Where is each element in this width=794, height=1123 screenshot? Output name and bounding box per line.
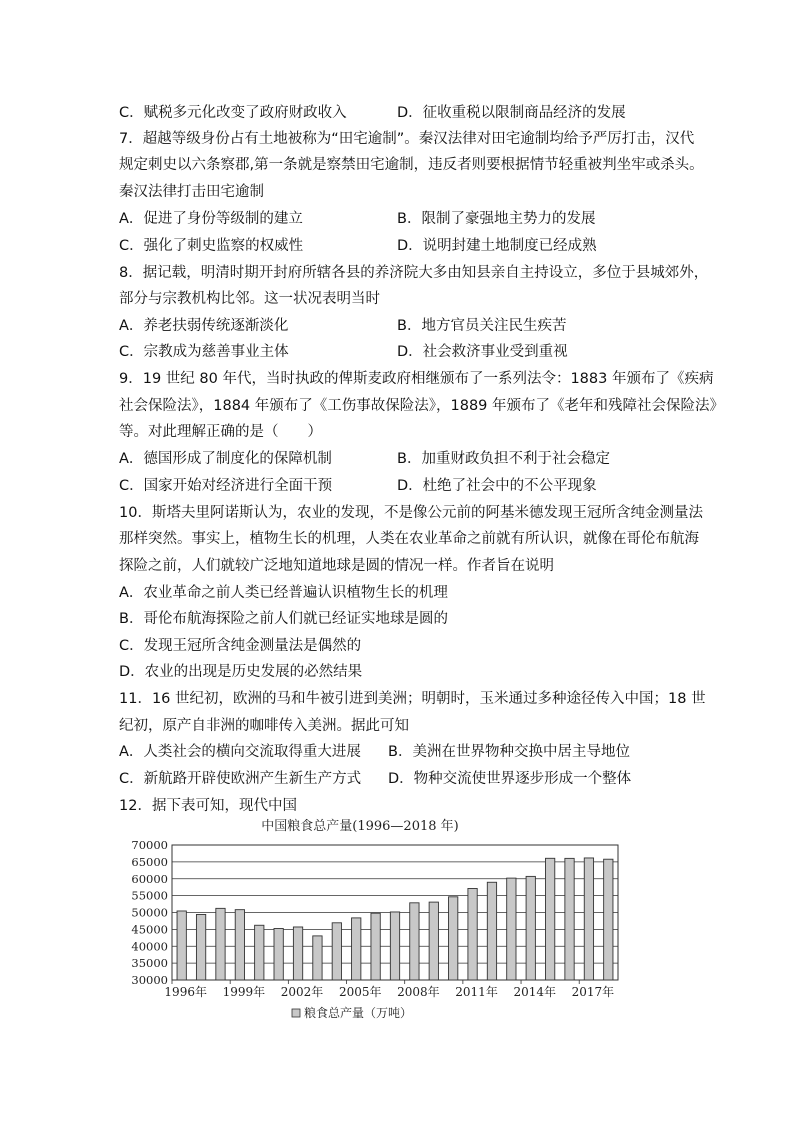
bar-2011年 bbox=[468, 888, 477, 980]
x-tick-label: 1996年 bbox=[164, 985, 207, 999]
bar-2006年 bbox=[371, 913, 380, 980]
x-tick-label: 2017年 bbox=[571, 985, 615, 999]
q11-option-b: B．美洲在世界物种交换中居主导地位 bbox=[388, 744, 630, 760]
bar-2010年 bbox=[449, 897, 458, 980]
bar-1997年 bbox=[196, 914, 205, 980]
q7-option-c: C．强化了刺史监察的权威性 bbox=[119, 238, 304, 254]
q7-option-a: A．促进了身份等级制的建立 bbox=[119, 211, 303, 227]
x-tick-label: 2002年 bbox=[280, 985, 324, 999]
chart-x-axis bbox=[164, 980, 614, 999]
q9-stem-line-2: 社会保险法》，1884 年颁布了《工伤事故保险法》，1889 年颁布了《老年和残障社会保险法》 bbox=[119, 398, 725, 414]
y-tick-label: 45000 bbox=[131, 922, 168, 937]
chart-title: 中国粮食总产量(1996—2018 年) bbox=[261, 819, 459, 834]
q8-option-c: C．宗教成为慈善事业主体 bbox=[119, 344, 289, 360]
q8-stem-line-2: 部分与宗教机构比邻。这一状况表明当时 bbox=[119, 291, 380, 307]
y-tick-label: 65000 bbox=[131, 854, 168, 869]
chart-y-axis bbox=[131, 838, 168, 987]
q12-stem: 12．据下表可知，现代中国 bbox=[119, 798, 297, 814]
q7-option-b: B．限制了豪强地主势力的发展 bbox=[397, 211, 596, 227]
q7-option-d: D．说明封建土地制度已经成熟 bbox=[397, 238, 597, 254]
bar-2017年 bbox=[584, 858, 593, 980]
bar-2013年 bbox=[507, 878, 516, 980]
q8-stem-line-1: 8．据记载，明清时期开封府所辖各县的养济院大多由知县亲自主持设立，多位于县城郊外， bbox=[119, 265, 709, 281]
y-tick-label: 35000 bbox=[131, 956, 168, 971]
q9-option-d: D．杜绝了社会中的不公平现象 bbox=[397, 478, 597, 494]
bar-2005年 bbox=[352, 918, 361, 980]
q10-option-a: A．农业革命之前人类已经普遍认识植物生长的机理 bbox=[119, 585, 448, 601]
bar-2001年 bbox=[274, 928, 283, 980]
q9-option-b: B．加重财政负担不利于社会稳定 bbox=[397, 451, 610, 467]
bar-2014年 bbox=[526, 876, 535, 980]
y-tick-label: 55000 bbox=[131, 888, 168, 903]
y-tick-label: 60000 bbox=[131, 871, 168, 886]
q11-option-c: C．新航路开辟使欧洲产生新生产方式 bbox=[119, 771, 362, 787]
q7-stem-line-2: 规定刺史以六条察郡,第一条就是察禁田宅逾制，违反者则要根据情节轻重被判坐牢或杀头。 bbox=[119, 157, 704, 173]
q11-option-d: D．物种交流使世界逐步形成一个整体 bbox=[388, 771, 632, 787]
bar-2016年 bbox=[565, 858, 574, 980]
bar-2012年 bbox=[487, 882, 496, 980]
bar-1996年 bbox=[177, 911, 186, 980]
bar-2018年 bbox=[604, 859, 613, 980]
q11-stem-line-1: 11．16 世纪初，欧洲的马和牛被引进到美洲；明朝时，玉米通过多种途径传入中国；18 世 bbox=[119, 691, 706, 707]
x-tick-label: 2011年 bbox=[455, 985, 498, 999]
q9-option-c: C．国家开始对经济进行全面干预 bbox=[119, 478, 333, 494]
q9-stem-line-1: 9．19 世纪 80 年代，当时执政的俾斯麦政府相继颁布了一系列法令：1883 年颁布了《疾病 bbox=[119, 371, 714, 387]
q9-stem-line-3: 等。对此理解正确的是（ ） bbox=[119, 424, 322, 440]
bar-2009年 bbox=[429, 902, 438, 980]
q6-option-d: D．征收重税以限制商品经济的发展 bbox=[397, 105, 626, 121]
chart-legend bbox=[292, 1005, 412, 1020]
bar-2004年 bbox=[332, 923, 341, 980]
legend-swatch bbox=[292, 1009, 300, 1017]
bar-2015年 bbox=[545, 858, 554, 980]
q9-option-a: A．德国形成了制度化的保障机制 bbox=[119, 451, 332, 467]
y-tick-label: 40000 bbox=[131, 939, 168, 954]
y-tick-label: 70000 bbox=[131, 838, 168, 852]
q7-stem-line-1: 7．超越等级身份占有土地被称为“田宅逾制”。秦汉法律对田宅逾制均给予严厉打击，汉代 bbox=[119, 131, 695, 147]
q8-option-a: A．养老扶弱传统逐渐淡化 bbox=[119, 318, 289, 334]
legend-label: 粮食总产量（万吨） bbox=[304, 1006, 413, 1020]
y-tick-label: 50000 bbox=[131, 905, 168, 920]
q10-option-d: D．农业的出现是历史发展的必然结果 bbox=[119, 664, 363, 680]
bar-1999年 bbox=[235, 910, 244, 980]
x-tick-label: 2014年 bbox=[513, 985, 557, 999]
x-tick-label: 2008年 bbox=[397, 985, 440, 999]
y-tick-label: 30000 bbox=[131, 973, 168, 987]
bar-2008年 bbox=[410, 903, 419, 980]
q8-option-b: B．地方官员关注民生疾苦 bbox=[397, 318, 567, 334]
q8-option-d: D．社会救济事业受到重视 bbox=[397, 344, 568, 360]
q7-stem-line-3: 秦汉法律打击田宅逾制 bbox=[119, 184, 264, 200]
q10-option-b: B．哥伦布航海探险之前人们就已经证实地球是圆的 bbox=[119, 611, 448, 627]
q11-option-a: A．人类社会的横向交流取得重大进展 bbox=[119, 744, 361, 760]
q10-option-c: C．发现王冠所含纯金测量法是偶然的 bbox=[119, 638, 362, 654]
q10-stem-line-3: 探险之前，人们就较广泛地知道地球是圆的情况一样。作者旨在说明 bbox=[119, 558, 554, 574]
q10-stem-line-2: 那样突然。事实上，植物生长的机理，人类在农业革命之前就有所认识，就像在哥伦布航海 bbox=[119, 531, 699, 547]
bar-1998年 bbox=[216, 908, 225, 980]
bar-2000年 bbox=[255, 925, 264, 980]
q11-stem-line-2: 纪初，原产自非洲的咖啡传入美洲。据此可知 bbox=[119, 718, 409, 734]
bar-2003年 bbox=[313, 936, 322, 980]
x-tick-label: 2005年 bbox=[338, 985, 382, 999]
q10-stem-line-1: 10．斯塔夫里阿诺斯认为，农业的发现，不是像公元前的阿基米德发现王冠所含纯金测量法 bbox=[119, 505, 703, 521]
bar-2002年 bbox=[293, 927, 302, 980]
bar-2007年 bbox=[390, 912, 399, 980]
x-tick-label: 1999年 bbox=[222, 985, 266, 999]
q6-option-c: C．赋税多元化改变了政府财政收入 bbox=[119, 105, 347, 121]
